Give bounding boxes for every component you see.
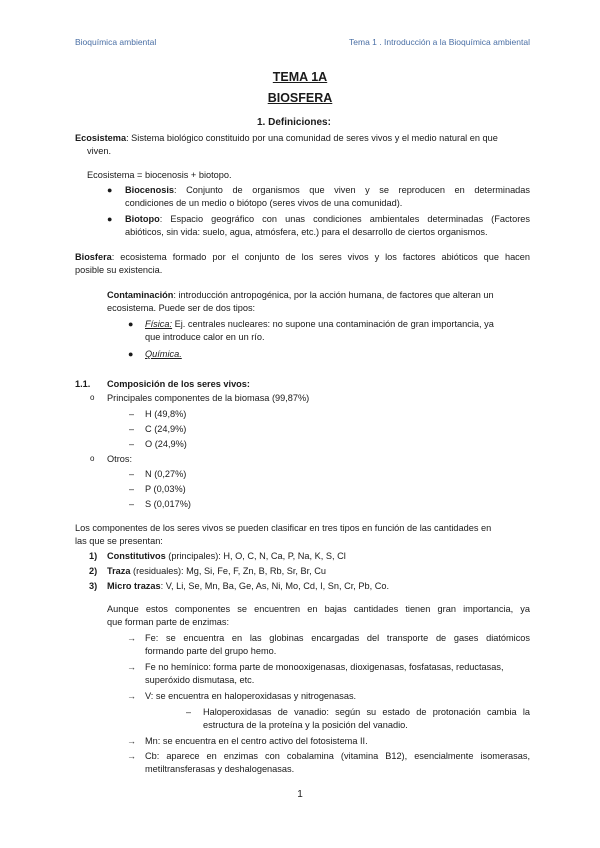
constitutivos-text: (principales): H, O, C, N, Ca, P, Na, K, S, Cl (165, 551, 346, 561)
bullet-icon: ● (107, 214, 113, 224)
note-line-2: que forman parte de enzimas: (107, 617, 230, 627)
biosfera-term: Biosfera (75, 252, 112, 262)
ecosistema-line-1 (75, 132, 498, 144)
dash-icon: – (129, 424, 135, 434)
circle-bullet-icon: o (90, 454, 95, 463)
contaminacion-line-2: ecosistema. Puede ser de dos tipos: (107, 303, 256, 313)
page-number: 1 (297, 789, 303, 800)
constitutivos-line (107, 550, 346, 562)
micro-trazas-line (107, 580, 389, 592)
principales-label: Principales componentes de la biomasa (99,87%) (107, 393, 310, 403)
dash-icon: – (129, 484, 135, 494)
arrow-right-icon: → (127, 662, 136, 672)
principal-item-c: C (24,9%) (145, 424, 187, 434)
item-number: 3) (89, 581, 98, 591)
componentes-line-2: las que se presentan: (75, 536, 163, 546)
ecosistema-formula: Ecosistema = biocenosis + biotopo. (87, 170, 232, 180)
dash-icon: – (129, 469, 135, 479)
otro-item-p: P (0,03%) (145, 484, 186, 494)
fisica-line-2: que introduce calor en un río. (145, 332, 265, 342)
biocenosis-text-1: : Conjunto de organismos que viven y se reproducen en determinadas (174, 185, 530, 195)
otro-item-n: N (0,27%) (145, 469, 187, 479)
document-subtitle: BIOSFERA (267, 91, 333, 105)
biosfera-line-2: posible su existencia. (75, 265, 163, 275)
quimica-term: Química. (145, 349, 182, 359)
biosfera-line-1 (75, 251, 530, 263)
otros-label: Otros: (107, 454, 133, 464)
header-right: Tema 1 . Introducción a la Bioquímica ambiental (349, 37, 530, 47)
ecosistema-line-2: viven. (87, 146, 112, 156)
fe-line-2: formando parte del grupo hemo. (145, 646, 277, 656)
traza-term: Traza (107, 566, 131, 576)
otro-item-s: S (0,017%) (145, 499, 191, 509)
biosfera-text-1: : ecosistema formado por el conjunto de los seres vivos y los factores abióticos que hacen (111, 252, 530, 262)
fe-no-heminico-line-2: superóxido dismutasa, etc. (145, 675, 255, 685)
dash-icon: – (186, 707, 192, 717)
principal-item-o: O (24,9%) (145, 439, 187, 449)
biotopo-text-1: : Espacio geográfico con unas condiciones ambientales determinadas (Factores (159, 214, 530, 224)
document-title: TEMA 1A (272, 70, 328, 84)
section-heading-definiciones: 1. Definiciones: (257, 117, 331, 128)
fisica-line-1 (145, 318, 494, 330)
arrow-right-icon: → (127, 736, 136, 746)
dash-icon: – (129, 439, 135, 449)
section-number-1-1: 1.1. (75, 379, 91, 389)
biotopo-term: Biotopo (125, 214, 160, 224)
ecosistema-text-1: : Sistema biológico constituido por una comunidad de seres vivos y el medio natural en que (126, 133, 498, 143)
contaminacion-text-1: : introducción antropogénica, por la acción humana, de factores que alteran un (173, 290, 494, 300)
constitutivos-term: Constitutivos (107, 551, 166, 561)
arrow-right-icon: → (127, 691, 136, 701)
item-number: 2) (89, 566, 98, 576)
cobalamina-line-2: metiltransferasas y deshalogenasas. (145, 764, 295, 774)
biocenosis-line-2: condiciones de un medio o biótopo (seres vivos de una comunidad). (125, 198, 403, 208)
contaminacion-term: Contaminación (107, 290, 174, 300)
fe-no-heminico-line-1: Fe no hemínico: forma parte de monooxigenasas, dioxigenasas, fosfatasas, reductasas, (145, 662, 504, 672)
contaminacion-line-1 (107, 289, 494, 301)
bullet-icon: ● (128, 319, 134, 329)
vanadio-line: V: se encuentra en haloperoxidasas y nitrogenasas. (145, 691, 357, 701)
arrow-right-icon: → (127, 751, 136, 761)
biocenosis-term: Biocenosis (125, 185, 175, 195)
bullet-icon: ● (128, 349, 134, 359)
componentes-line-1: Los componentes de los seres vivos se pueden clasificar en tres tipos en función de las cantidades en (75, 523, 492, 533)
manganeso-line: Mn: se encuentra en el centro activo del fotosistema II. (145, 736, 368, 746)
micro-trazas-term: Micro trazas (107, 581, 161, 591)
traza-text: (residuales): Mg, Si, Fe, F, Zn, B, Rb, Sr, Br, Cu (130, 566, 327, 576)
haloperoxidasas-line-2: estructura de la proteína y la posición del vanadio. (203, 720, 408, 730)
arrow-right-icon: → (127, 633, 136, 643)
biocenosis-line-1 (125, 184, 530, 196)
dash-icon: – (129, 409, 135, 419)
cobalamina-line-1: Cb: aparece en enzimas con cobalamina (vitamina B12), esencialmente isomerasas, (145, 751, 530, 761)
biotopo-line-2: abióticos, sin vida: suelo, agua, atmósfera, etc.) para el desarrollo de ciertos organismos. (125, 227, 488, 237)
bullet-icon: ● (107, 185, 113, 195)
fisica-term: Física: (145, 319, 173, 329)
haloperoxidasas-line-1: Haloperoxidasas de vanadio: según su estado de protonación cambia la (203, 707, 530, 717)
circle-bullet-icon: o (90, 393, 95, 402)
item-number: 1) (89, 551, 98, 561)
fisica-text-1: Ej. centrales nucleares: no supone una contaminación de gran importancia, ya (172, 319, 494, 329)
fe-line-1: Fe: se encuentra en las globinas encargadas del transporte de gases diatómicos (145, 633, 530, 643)
ecosistema-term: Ecosistema (75, 133, 127, 143)
dash-icon: – (129, 499, 135, 509)
micro-trazas-text: : V, Li, Se, Mn, Ba, Ge, As, Ni, Mo, Cd, I, Sn, Cr, Pb, Co. (160, 581, 390, 591)
section-heading-composicion: Composición de los seres vivos: (107, 379, 250, 389)
note-line-1: Aunque estos componentes se encuentren en bajas cantidades tienen gran importancia, ya (107, 604, 530, 614)
biotopo-line-1 (125, 213, 530, 225)
principal-item-h: H (49,8%) (145, 409, 187, 419)
traza-line (107, 565, 326, 577)
header-left: Bioquímica ambiental (75, 37, 157, 47)
